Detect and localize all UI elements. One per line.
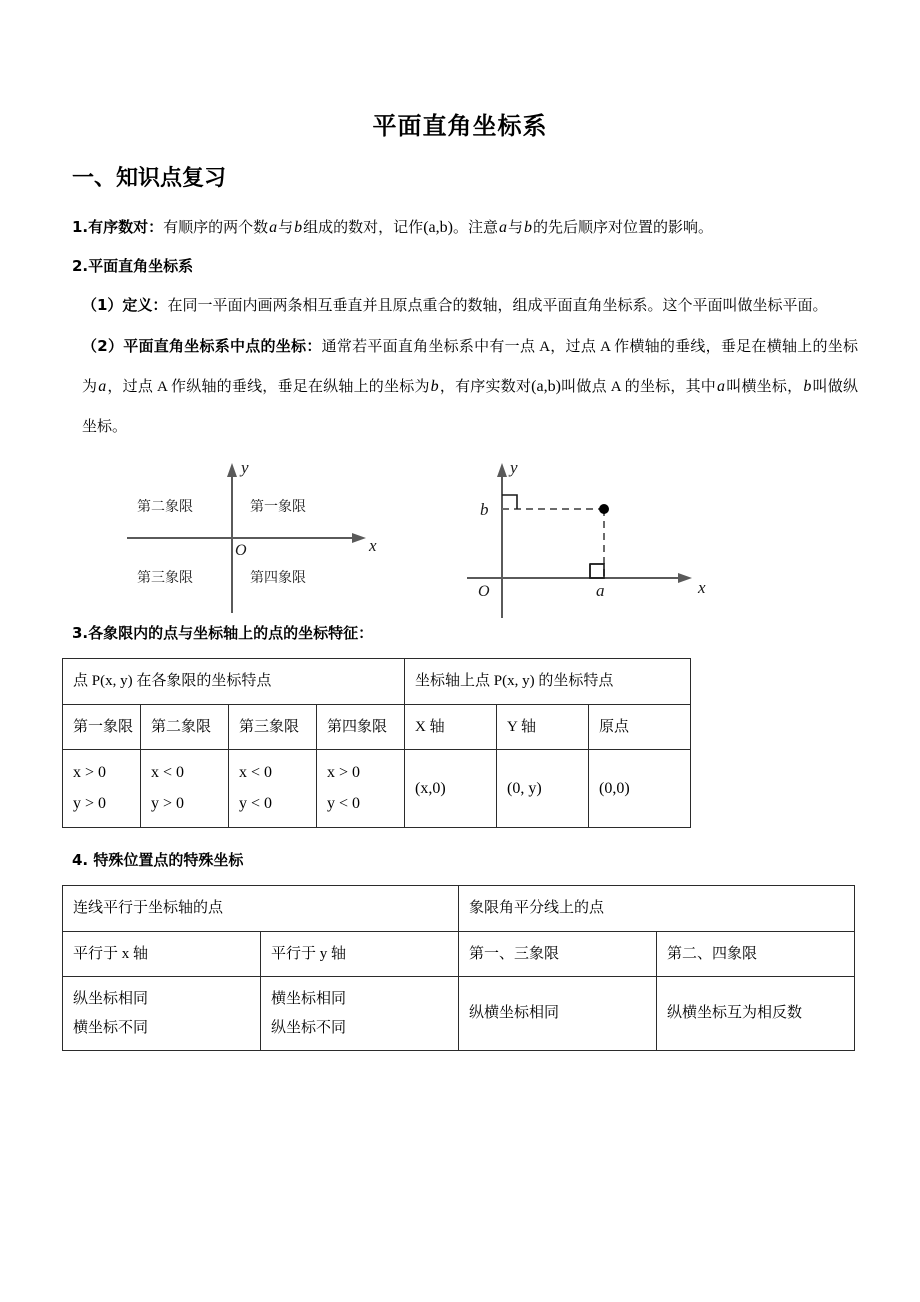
column-header-quadrant-1: 第一象限 <box>63 704 141 750</box>
paragraph-point-coordinates <box>62 326 858 447</box>
column-header-origin: 原点 <box>589 704 691 750</box>
point-coordinates-pair: (a,b) <box>531 378 561 396</box>
quadrant-1-label: 第一象限 <box>250 499 306 516</box>
value-quadrant-2 <box>141 750 229 828</box>
ordered-pair-text-d: 。注意 <box>452 220 498 237</box>
figures-row <box>62 453 858 623</box>
value-quadrant-2-line1: x < 0 <box>151 764 185 782</box>
x-axis-label: x <box>698 578 706 598</box>
value-quadrants-1-3 <box>459 977 657 1051</box>
value-x-axis <box>405 750 497 828</box>
point-coordinates-text-b: ，过点 A 作纵轴的垂线，垂足在纵轴上的坐标为 <box>107 379 430 396</box>
x-axis-label: x <box>369 536 377 556</box>
point-coordinates-var-b: b <box>430 378 439 396</box>
point-projection-diagram-svg <box>462 453 742 623</box>
value-parallel-x <box>63 977 261 1051</box>
value-parallel-x-line1: 纵坐标相同 <box>73 991 149 1008</box>
header-angle-bisector: 象限角平分线上的点 <box>459 886 855 932</box>
value-quadrant-1-line1: x > 0 <box>73 764 107 782</box>
paragraph-ordered-pair <box>62 207 858 248</box>
x-axis-arrow-icon <box>352 533 366 543</box>
value-quadrant-3-line1: x < 0 <box>239 764 273 782</box>
value-quadrant-4 <box>317 750 405 828</box>
point-coordinates-var-a: a <box>98 378 107 396</box>
value-quadrants-2-4 <box>657 977 855 1051</box>
ordered-pair-text-b: 与 <box>278 220 294 237</box>
quadrant-4-label: 第四象限 <box>250 570 306 587</box>
x-axis-arrow-icon <box>678 573 692 583</box>
value-parallel-y-line2: 纵坐标不同 <box>271 1019 347 1036</box>
ordered-pair-notation: (a,b) <box>423 219 453 237</box>
column-header-quadrant-2: 第二象限 <box>141 704 229 750</box>
right-angle-square-x-icon <box>590 564 604 578</box>
y-axis-arrow-icon <box>227 463 237 477</box>
table-row-column-headers <box>63 704 691 750</box>
figure-quadrants <box>122 453 422 628</box>
value-quadrants-1-3-line1: 纵横坐标相同 <box>469 1005 560 1022</box>
ordered-pair-text-a: 有顺序的两个数 <box>163 220 269 237</box>
quadrant-2-label: 第二象限 <box>137 499 193 516</box>
ordered-pair-var-d: b <box>523 219 532 237</box>
ordered-pair-var-c: a <box>498 219 507 237</box>
value-origin <box>589 750 691 828</box>
value-parallel-y <box>261 977 459 1051</box>
table-row-column-headers <box>63 931 855 977</box>
section-heading-knowledge-review: 一、知识点复习 <box>72 165 227 191</box>
column-header-quadrant-4: 第四象限 <box>317 704 405 750</box>
table-row-values <box>63 977 855 1051</box>
value-quadrant-4-line2: y < 0 <box>327 794 361 812</box>
column-header-y-axis: Y 轴 <box>497 704 589 750</box>
value-quadrant-4-line1: x > 0 <box>327 764 361 782</box>
value-quadrant-1-line2: y > 0 <box>73 794 107 812</box>
ordered-pair-label: 1.有序数对： <box>72 218 164 237</box>
section-heading-coordinate-system: 2.平面直角坐标系 <box>72 257 194 276</box>
origin-label: O <box>478 583 490 601</box>
column-header-x-axis: X 轴 <box>405 704 497 750</box>
point-coordinates-text-a: 通常若平面直角坐标系中有一点 A，过点 A 作横轴的垂线，垂足在横轴上的坐标为 <box>82 339 858 396</box>
right-angle-mark-x-icon <box>590 564 604 578</box>
y-axis-arrow-icon <box>497 463 507 477</box>
value-quadrants-2-4-line1: 纵横坐标互为相反数 <box>667 1005 803 1022</box>
ordered-pair-var-a: a <box>269 219 278 237</box>
point-coordinates-text-f: 叫做纵坐标。 <box>82 379 858 436</box>
column-header-quadrants-2-4: 第二、四象限 <box>657 931 855 977</box>
quadrant-3-label: 第三象限 <box>137 570 193 587</box>
section-heading-special-points: 4. 特殊位置点的特殊坐标 <box>72 851 244 870</box>
point-coordinates-var-c: a <box>717 378 726 396</box>
column-header-parallel-y: 平行于 y 轴 <box>261 931 459 977</box>
column-header-quadrants-1-3: 第一、三象限 <box>459 931 657 977</box>
point-coordinates-text-c: ，有序实数对 <box>439 379 532 396</box>
page-title: 平面直角坐标系 <box>372 112 548 140</box>
ordered-pair-text-f: 的先后顺序对位置的影响。 <box>532 220 713 237</box>
point-coordinates-label: （2）平面直角坐标系中点的坐标： <box>82 337 322 356</box>
header-axis-points: 坐标轴上点 P(x, y) 的坐标特点 <box>405 659 691 705</box>
value-quadrant-2-line2: y > 0 <box>151 794 185 812</box>
section-heading-quadrant-signs: 3.各象限内的点与坐标轴上的点的坐标特征： <box>72 624 374 643</box>
value-y-axis <box>497 750 589 828</box>
table-quadrant-signs <box>62 658 691 828</box>
x-coordinate-label: a <box>596 581 605 601</box>
value-quadrant-3-line2: y < 0 <box>239 794 273 812</box>
y-axis-label: y <box>510 458 518 478</box>
ordered-pair-text-e: 与 <box>507 220 523 237</box>
figure-point-projection <box>462 453 742 628</box>
y-coordinate-label: b <box>480 500 489 520</box>
origin-label: O <box>235 542 247 560</box>
column-header-parallel-x: 平行于 x 轴 <box>63 931 261 977</box>
table-row-group-headers <box>63 659 691 705</box>
ordered-pair-text-c: 组成的数对，记作 <box>303 220 424 237</box>
ordered-pair-var-b: b <box>294 219 303 237</box>
value-x-axis-line1: (x,0) <box>415 779 446 797</box>
value-parallel-y-line1: 横坐标相同 <box>271 991 347 1008</box>
header-quadrant-points: 点 P(x, y) 在各象限的坐标特点 <box>63 659 405 705</box>
point-coordinates-text-e: 叫横坐标， <box>726 379 803 396</box>
value-y-axis-line1: (0, y) <box>507 779 542 797</box>
definition-label: （1）定义： <box>82 296 168 315</box>
header-parallel-to-axes: 连线平行于坐标轴的点 <box>63 886 459 932</box>
y-axis-label: y <box>241 458 249 478</box>
value-parallel-x-line2: 横坐标不同 <box>73 1019 149 1036</box>
point-coordinates-var-d: b <box>803 378 812 396</box>
point-coordinates-text-d: 叫做点 A 的坐标，其中 <box>560 379 717 396</box>
value-quadrant-3 <box>229 750 317 828</box>
right-angle-mark-y-icon <box>502 495 517 509</box>
value-origin-line1: (0,0) <box>599 779 630 797</box>
value-quadrant-1 <box>63 750 141 828</box>
paragraph-definition <box>62 285 858 326</box>
point-marker <box>599 504 609 514</box>
definition-text: 在同一平面内画两条相互垂直并且原点重合的数轴，组成平面直角坐标系。这个平面叫做坐标平面。 <box>167 298 828 315</box>
table-row-group-headers <box>63 886 855 932</box>
column-header-quadrant-3: 第三象限 <box>229 704 317 750</box>
table-special-points <box>62 885 855 1051</box>
table-row-values <box>63 750 691 828</box>
quadrants-diagram-svg <box>122 453 422 623</box>
